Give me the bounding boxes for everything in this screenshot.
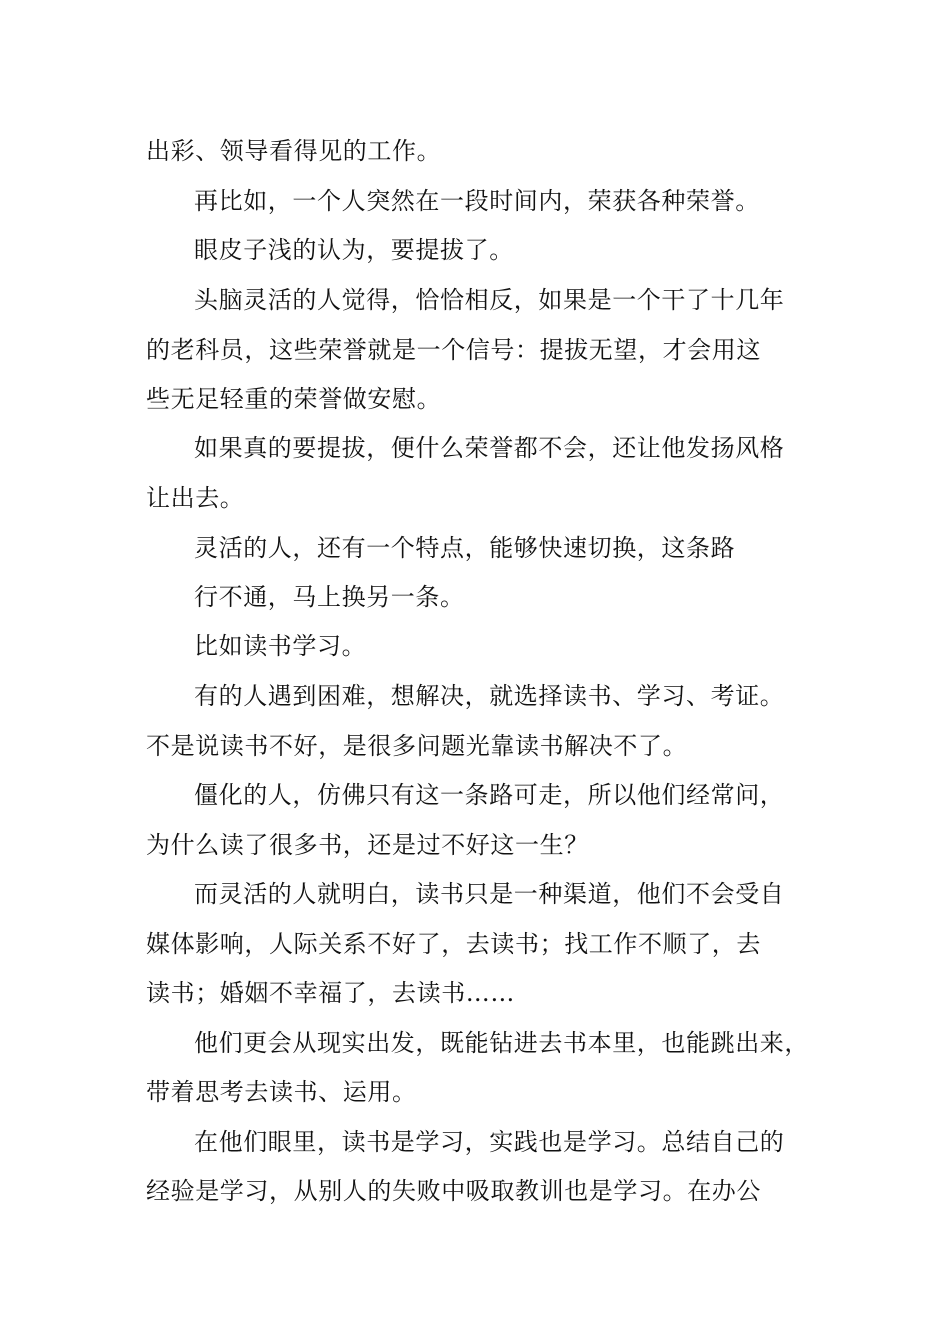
text-line: 带着思考去读书、运用。 xyxy=(146,1078,417,1106)
text-line: 僵化的人，仿佛只有这一条路可走，所以他们经常问， xyxy=(194,781,785,809)
text-line: 灵活的人，还有一个特点，能够快速切换，这条路 xyxy=(194,534,736,562)
text-line: 而灵活的人就明白，读书只是一种渠道，他们不会受自 xyxy=(194,880,785,908)
text-line: 行不通，马上换另一条。 xyxy=(194,583,465,611)
text-line: 媒体影响，人际关系不好了，去读书；找工作不顺了，去 xyxy=(146,930,761,958)
text-line: 眼皮子浅的认为，要提拔了。 xyxy=(194,236,514,264)
text-line: 经验是学习，从别人的失败中吸取教训也是学习。在办公 xyxy=(146,1177,761,1205)
text-line: 些无足轻重的荣誉做安慰。 xyxy=(146,385,442,413)
text-line: 他们更会从现实出发，既能钻进去书本里，也能跳出来， xyxy=(194,1029,809,1057)
text-line: 有的人遇到困难，想解决，就选择读书、学习、考证。 xyxy=(194,682,785,710)
text-line: 头脑灵活的人觉得，恰恰相反，如果是一个干了十几年 xyxy=(194,286,785,314)
text-line: 让出去。 xyxy=(146,484,245,512)
text-line: 比如读书学习。 xyxy=(194,632,367,660)
text-line: 的老科员，这些荣誉就是一个信号：提拔无望，才会用这 xyxy=(146,336,761,364)
text-line: 不是说读书不好，是很多问题光靠读书解决不了。 xyxy=(146,732,688,760)
text-line: 读书；婚姻不幸福了，去读书…… xyxy=(146,979,515,1007)
text-line: 再比如，一个人突然在一段时间内，荣获各种荣誉。 xyxy=(194,187,760,215)
text-line: 如果真的要提拔，便什么荣誉都不会，还让他发扬风格 xyxy=(194,434,785,462)
text-line: 在他们眼里，读书是学习，实践也是学习。总结自己的 xyxy=(194,1128,785,1156)
text-line: 为什么读了很多书，还是过不好这一生？ xyxy=(146,831,589,859)
text-line: 出彩、领导看得见的工作。 xyxy=(146,137,442,165)
